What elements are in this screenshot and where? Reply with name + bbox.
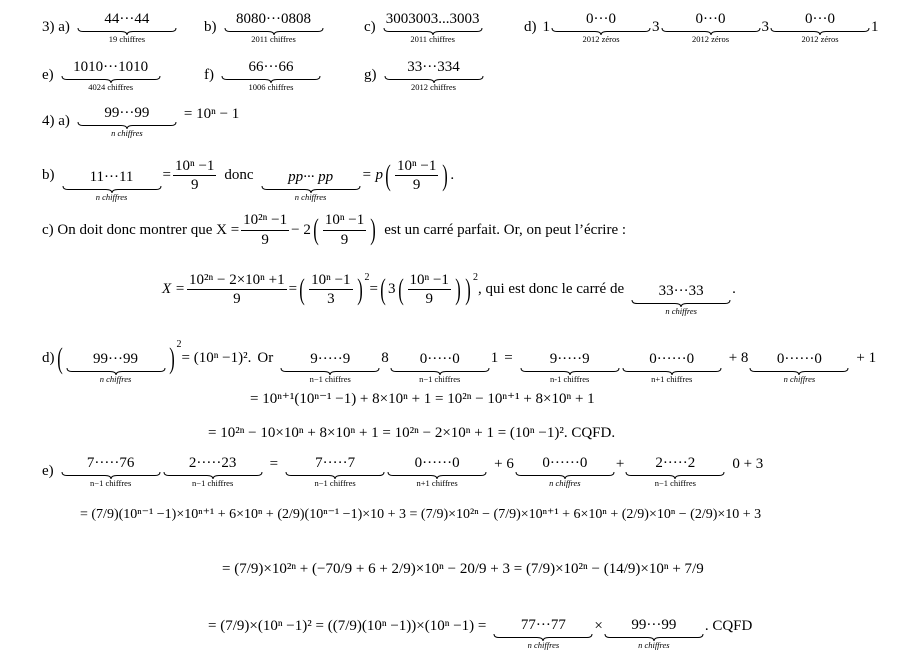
item-3b-prefix: b)	[204, 19, 217, 36]
item-4c-line2: X = $\frac{\text{10²ⁿ − 2×10ⁿ +1}}{9}$ = ( $\frac{\text{10ⁿ −1}}{3}$ ) $^2$ = ( 3 ( $\frac{\text{10ⁿ −1}}{9}$ ) ) $^2$ , qui est donc le carré de 33···33 n chiffres .	[162, 271, 736, 316]
label-4d-t1: n−1 chiffres	[309, 373, 351, 384]
x-4c: X =	[162, 281, 186, 298]
underbrace-3e	[61, 60, 161, 91]
item-4a	[42, 106, 239, 137]
pp-4b: pp··· pp	[288, 169, 334, 185]
underbrace-4e-sevens	[493, 618, 593, 649]
t4-4d: 1	[490, 350, 499, 367]
or-4d: Or	[257, 350, 274, 367]
line4a-4e: = (7/9)×(10ⁿ −1)² = ((7/9)(10ⁿ −1))×(10ⁿ −1) =	[208, 618, 487, 635]
item-4e-line1	[42, 456, 763, 487]
eq-4d: =	[504, 350, 513, 367]
item-4e-line3	[222, 562, 704, 577]
three-4c: 3	[388, 281, 396, 298]
fraction-4c-1-num: 10²ⁿ −1	[241, 212, 289, 231]
nines-4d: 99···99	[93, 351, 138, 367]
underbrace-4e-b2	[387, 456, 487, 487]
fraction-4c-2-den: 9	[340, 231, 349, 248]
item-4e-line4	[208, 604, 752, 649]
paren-close-4c-4: )	[455, 272, 461, 306]
paren-close-4c-2: )	[356, 272, 363, 306]
tail-4e: 0 + 3	[732, 456, 764, 473]
fraction-4b-1	[173, 158, 216, 194]
item-4d-line3	[208, 426, 615, 441]
underbrace-4b-pp	[261, 170, 361, 201]
label-3d-3: 2012 zéros	[801, 33, 839, 44]
underbrace-4d-u2	[622, 352, 722, 383]
line2-4e: = (7/9)(10ⁿ⁻¹ −1)×10ⁿ⁺¹ + 6×10ⁿ + (2/9)(10ⁿ⁻¹ −1)×10 + 3 = (7/9)×10²ⁿ − (7/9)×10ⁿ⁺¹ + 6×10ⁿ + (2/9)×10ⁿ − (2/9)×10 + 3	[80, 507, 762, 522]
paren-open-4c-2: (	[299, 272, 305, 306]
threes-4c: 33···33	[658, 283, 704, 299]
plus6-4e: + 6	[494, 456, 514, 473]
label-3f: 1006 chiffres	[248, 81, 294, 92]
label-4e-a1: n−1 chiffres	[90, 477, 132, 488]
fraction-4c-4	[309, 272, 352, 308]
item-3c-prefix: c)	[364, 19, 376, 36]
a1-4e: 7·····76	[86, 455, 135, 471]
underbrace-3d-2	[661, 12, 761, 43]
plus1-4d: + 1	[856, 350, 877, 367]
b3-4e: 0······0	[542, 455, 588, 471]
intro-4c: c) On doit donc montrer que X =	[42, 221, 240, 238]
fraction-4c-2-num: 10ⁿ −1	[323, 212, 366, 231]
plus8-4d: + 8	[728, 350, 749, 367]
rhs-4d: = (10ⁿ −1)².	[181, 350, 252, 367]
digits-4a: 99···99	[104, 105, 150, 121]
underbrace-4d-t3	[390, 352, 490, 383]
b4-4e: 2·····2	[655, 455, 696, 471]
paren-open-4b: (	[385, 158, 391, 192]
digit-3d-4: 1	[871, 19, 879, 36]
underbrace-4e-nines	[604, 618, 704, 649]
label-3a: 19 chiffres	[108, 33, 146, 44]
underbrace-4d-u1	[520, 352, 620, 383]
item-3c	[364, 12, 484, 43]
paren-open-4c: (	[313, 213, 319, 246]
digits-3a: 44···44	[104, 11, 150, 27]
paren-close-4c-3: )	[465, 272, 471, 306]
fraction-4b-2-num: 10ⁿ −1	[395, 158, 438, 177]
fraction-4c-3-den: 9	[233, 291, 241, 308]
underbrace-3g	[384, 60, 484, 91]
b2-4e: 0······0	[414, 455, 460, 471]
zeros-3d-2: 0···0	[695, 11, 726, 27]
item-4a-prefix: 4) a)	[42, 113, 70, 130]
label-4e-b4: n−1 chiffres	[654, 477, 696, 488]
rhs-4a: = 10ⁿ − 1	[183, 106, 240, 123]
end-4c: .	[732, 281, 736, 298]
fraction-4c-5	[408, 272, 451, 308]
item-3d-prefix: d)	[524, 19, 537, 36]
underbrace-3c	[383, 12, 483, 43]
u3-4d: 0······0	[776, 351, 822, 367]
item-3a	[42, 12, 178, 43]
label-4e-sevens: n chiffres	[527, 639, 560, 650]
underbrace-4e-b3	[515, 456, 615, 487]
line3-4e: = (7/9)×10²ⁿ + (−70/9 + 6 + 2/9)×10ⁿ − 20/9 + 3 = (7/9)×10²ⁿ − (14/9)×10ⁿ + 7/9	[222, 561, 704, 577]
item-3g-prefix: g)	[364, 67, 377, 84]
conclusion-4c: , qui est donc le carré de	[477, 281, 625, 298]
label-4e-nines: n chiffres	[638, 639, 670, 650]
digit-3d-3: 3	[761, 19, 769, 36]
fraction-4c-2	[323, 212, 366, 248]
underbrace-3f	[221, 60, 321, 91]
label-4b: n chiffres	[95, 191, 128, 202]
donc-4b: donc	[224, 167, 254, 184]
label-4c: n chiffres	[665, 305, 697, 316]
item-3g	[364, 60, 485, 91]
label-4a: n chiffres	[111, 127, 143, 138]
zeros-3d-3: 0···0	[805, 11, 835, 27]
item-4e-prefix: e)	[42, 463, 54, 480]
label-3e: 4024 chiffres	[88, 81, 134, 92]
fraction-4c-1-den: 9	[261, 231, 269, 248]
underbrace-4a	[77, 106, 177, 137]
plus-4e: +	[615, 456, 625, 473]
fraction-4b-2	[395, 158, 438, 194]
label-4b-pp: n chiffres	[294, 191, 327, 202]
digits-3f: 66···66	[248, 59, 294, 75]
eq-4c-2: =	[369, 281, 378, 298]
paren-close-4c: )	[370, 213, 377, 246]
fraction-4c-5-num: 10ⁿ −1	[408, 272, 451, 291]
nines-4e: 99···99	[631, 617, 677, 633]
underbrace-4c	[631, 284, 731, 315]
item-3e-prefix: e)	[42, 67, 54, 84]
line3-4d: = 10²ⁿ − 10×10ⁿ + 8×10ⁿ + 1 = 10²ⁿ − 2×10ⁿ + 1 = (10ⁿ −1)². CQFD.	[208, 425, 616, 441]
a2-4e: 2·····23	[188, 455, 237, 471]
label-3c: 2011 chiffres	[410, 33, 455, 44]
item-4b-prefix: b)	[42, 167, 55, 184]
underbrace-4e-b4	[625, 456, 725, 487]
underbrace-4b	[62, 170, 162, 201]
item-3f-prefix: f)	[204, 67, 214, 84]
item-4e-line2	[80, 508, 761, 522]
t3-4d: 0·····0	[419, 351, 460, 367]
line2-4d: = 10ⁿ⁺¹(10ⁿ⁻¹ −1) + 8×10ⁿ + 1 = 10²ⁿ − 10ⁿ⁺¹ + 8×10ⁿ + 1	[250, 391, 595, 407]
end-4b: .	[450, 167, 455, 184]
label-3d-1: 2012 zéros	[582, 33, 620, 44]
paren-open-4c-3: (	[380, 272, 386, 306]
t2-4d: 8	[381, 350, 389, 367]
paren-open-4d: (	[56, 341, 63, 375]
label-4d-u3: n chiffres	[783, 373, 816, 384]
item-4b: b) 11···11 n chiffres = $\frac{\text{10ⁿ −1}}{9}$ donc pp··· pp n chiffres = p ( $\frac{\text{10ⁿ −1}}{9}$ ) .	[42, 157, 455, 202]
paren-open-4c-4: (	[397, 272, 404, 306]
underbrace-3a	[77, 12, 177, 43]
underbrace-4e-a2	[163, 456, 263, 487]
underbrace-3d-3	[770, 12, 870, 43]
t1-4d: 9·····9	[310, 351, 351, 367]
fraction-4c-5-den: 9	[425, 291, 433, 308]
item-3d	[524, 12, 879, 43]
underbrace-4d-t1	[280, 352, 380, 383]
item-4d-line2	[250, 392, 595, 407]
fraction-4c-1	[241, 212, 289, 248]
item-3a-prefix: 3) a)	[42, 19, 70, 36]
digits-3g: 33···334	[407, 59, 460, 75]
sevens-4e: 77···77	[520, 617, 566, 633]
u2-4d: 0······0	[649, 351, 695, 367]
fraction-4c-4-num: 10ⁿ −1	[309, 272, 352, 291]
end-4e: . CQFD	[704, 618, 753, 635]
underbrace-4d-u3	[749, 352, 849, 383]
times-4e: ×	[594, 618, 603, 635]
item-3e	[42, 60, 162, 91]
label-3d-2: 2012 zéros	[691, 33, 730, 44]
digits-3c: 3003003...3003	[385, 11, 480, 27]
fraction-4c-3-num: 10²ⁿ − 2×10ⁿ +1	[187, 272, 287, 291]
u1-4d: 9·····9	[549, 351, 590, 367]
fraction-4b-1-den: 9	[190, 177, 199, 194]
label-3g: 2012 chiffres	[411, 81, 456, 92]
digit-3d-2: 3	[652, 19, 660, 36]
underbrace-4e-a1	[61, 456, 161, 487]
label-4e-b2: n+1 chiffres	[416, 477, 458, 488]
label-4d-t3: n−1 chiffres	[419, 373, 461, 384]
eq-4c-1: =	[288, 281, 298, 298]
underbrace-3d-1	[551, 12, 651, 43]
item-3b	[204, 12, 325, 43]
underbrace-4d-nines	[66, 352, 166, 383]
fraction-4b-2-den: 9	[412, 177, 421, 194]
label-4d-u1: n-1 chiffres	[550, 373, 590, 384]
label-4e-b3: n chiffres	[549, 477, 581, 488]
eq-4b: = p	[361, 167, 383, 184]
zeros-3d-1: 0···0	[586, 11, 616, 27]
paren-close-4b: )	[442, 158, 449, 192]
b1-4e: 7·····7	[315, 455, 356, 471]
label-4e-b1: n−1 chiffres	[314, 477, 356, 488]
digits-3e: 1010···1010	[73, 59, 149, 75]
fraction-4c-3	[187, 272, 287, 308]
fraction-4c-4-den: 3	[327, 291, 335, 308]
label-4d-nines: n chiffres	[99, 373, 132, 384]
label-4d-u2: n+1 chiffres	[651, 373, 693, 384]
label-3b: 2011 chiffres	[251, 33, 296, 44]
text-4c: est un carré parfait. Or, on peut l’écrire :	[384, 221, 627, 238]
fraction-4b-1-num: 10ⁿ −1	[173, 158, 216, 177]
item-4d-line1: d) ( 99···99 n chiffres ) $^2$ = (10ⁿ −1)². Or 9·····9 n−1 chiffres 8 0·····0 n−1 chiffres 1 = 9·····9 n-1 chiffres 0······0 n+1 chiffres + 8 0······0 n chiffres + 1	[42, 338, 877, 384]
eq-4e: =	[269, 456, 279, 473]
item-4c-line1	[42, 212, 626, 248]
digit-3d-1: 1	[542, 19, 550, 36]
digits-3b: 8080···0808	[236, 11, 311, 27]
underbrace-3b	[224, 12, 324, 43]
item-3f	[204, 60, 322, 91]
label-4e-a2: n−1 chiffres	[192, 477, 234, 488]
minus2-4c: − 2	[291, 221, 311, 238]
paren-close-4d: )	[168, 341, 175, 375]
ones-4b: 11···11	[89, 169, 134, 185]
item-4d-prefix: d)	[42, 350, 55, 367]
underbrace-4e-b1	[285, 456, 385, 487]
